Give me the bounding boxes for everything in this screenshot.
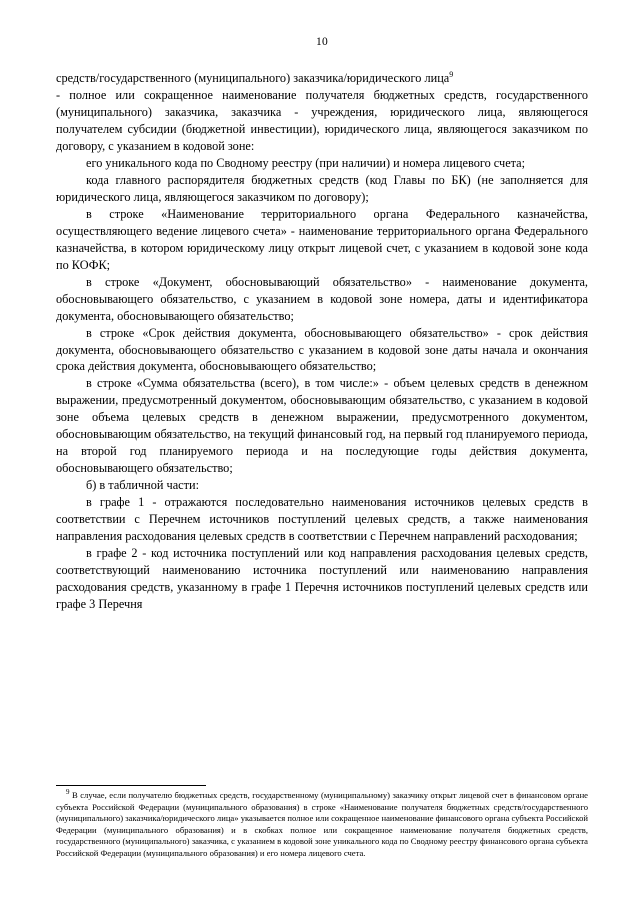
footnote-separator [56,785,206,786]
page-number: 10 [316,36,328,48]
footnote-text [56,790,588,859]
paragraph-10: в графе 1 - отражаются последовательно наименования источников целевых средств в соответствии с Перечнем источников поступлений целевых средств, а также наименования направления расходования целевых средств в соответствии с Перечнем направлений расходования; [56,495,588,544]
document-body [56,70,588,613]
paragraph-3: его уникального кода по Сводному реестру (при наличии) и номера лицевого счета; [86,155,526,170]
footnote-marker: 9 [66,788,70,797]
paragraph-6: в строке «Документ, обосновывающий обязательство» - наименование документа, обосновывающего обязательство, с указанием в кодовой зоне номера, даты и идентификатора документа, обосновывающего обязательство; [56,274,588,323]
paragraph-1 [56,70,588,87]
footnote-block [56,771,588,859]
paragraph-8: в строке «Сумма обязательства (всего), в том числе:» - объем целевых средств в денежном выражении, предусмотренный документом, обосновывающим обязательство, с указанием в кодовой зоне объема целевых средств в денежном выражении, предусмотренного документом, обосновывающим обязательство, на текущий финансовый год, на первый год планируемого периода, на второй год планируемого периода и на последующие годы действия документа, обосновывающего обязательство; [56,376,588,476]
paragraph-7: в строке «Срок действия документа, обосновывающего обязательство» - срок действия документа, обосновывающего обязательство с указанием в кодовой зоне даты начала и окончания срока действия документа, обосновывающего обязательство; [56,325,588,374]
footnote-body: В случае, если получателю бюджетных средств, государственному (муниципальному) заказчику открыт лицевой счет в финансовом органе субъекта Российской Федерации (муниципального образования) в строке «Наименование получателя бюджетных средств/государственного (муниципального) заказчика/юридического лица» указывается полное или сокращенное наименование финансового органа субъекта Российской Федерации (муниципального образования) и в скобках полное или сокращенное наименование получателя бюджетных средств, государственного (муниципального) заказчика, с указанием в кодовой зоне уникального кода по Сводному реестру финансового органа субъекта Российской Федерации (муниципального образования) и его номера лицевого счета. [56,790,588,858]
paragraph-9: б) в табличной части: [86,478,199,493]
paragraph-11: в графе 2 - код источника поступлений или код направления расходования целевых средств, соответствующий наименованию источника поступлений или наименованию направления расходования средств, указанному в графе 1 Перечня источников поступлений целевых средств или графе 3 Перечня [56,546,588,612]
footnote-reference[interactable]: 9 [449,69,454,79]
paragraph-2: - полное или сокращенное наименование получателя бюджетных средств, государственного (муниципального) заказчика, заказчика - учреждения, юридического лица, являющегося получателем субсидии (бюджетной инвестиции), юридического лица, являющегося заказчиком по договору, с указанием в кодовой зоне: [56,87,588,153]
paragraph-1-text: средств/государственного (муниципального) заказчика/юридического лица [56,71,450,85]
paragraph-4: кода главного распорядителя бюджетных средств (код Главы по БК) (не заполняется для юридического лица, являющегося заказчиком по договору); [56,172,588,204]
paragraph-5: в строке «Наименование территориального органа Федерального казначейства, осуществляющего ведение лицевого счета» - наименование территориального органа Федерального казначейства, в котором юридическому лицу открыт лицевой счет, с указанием в кодовой зоне кода по КОФК; [56,206,588,272]
